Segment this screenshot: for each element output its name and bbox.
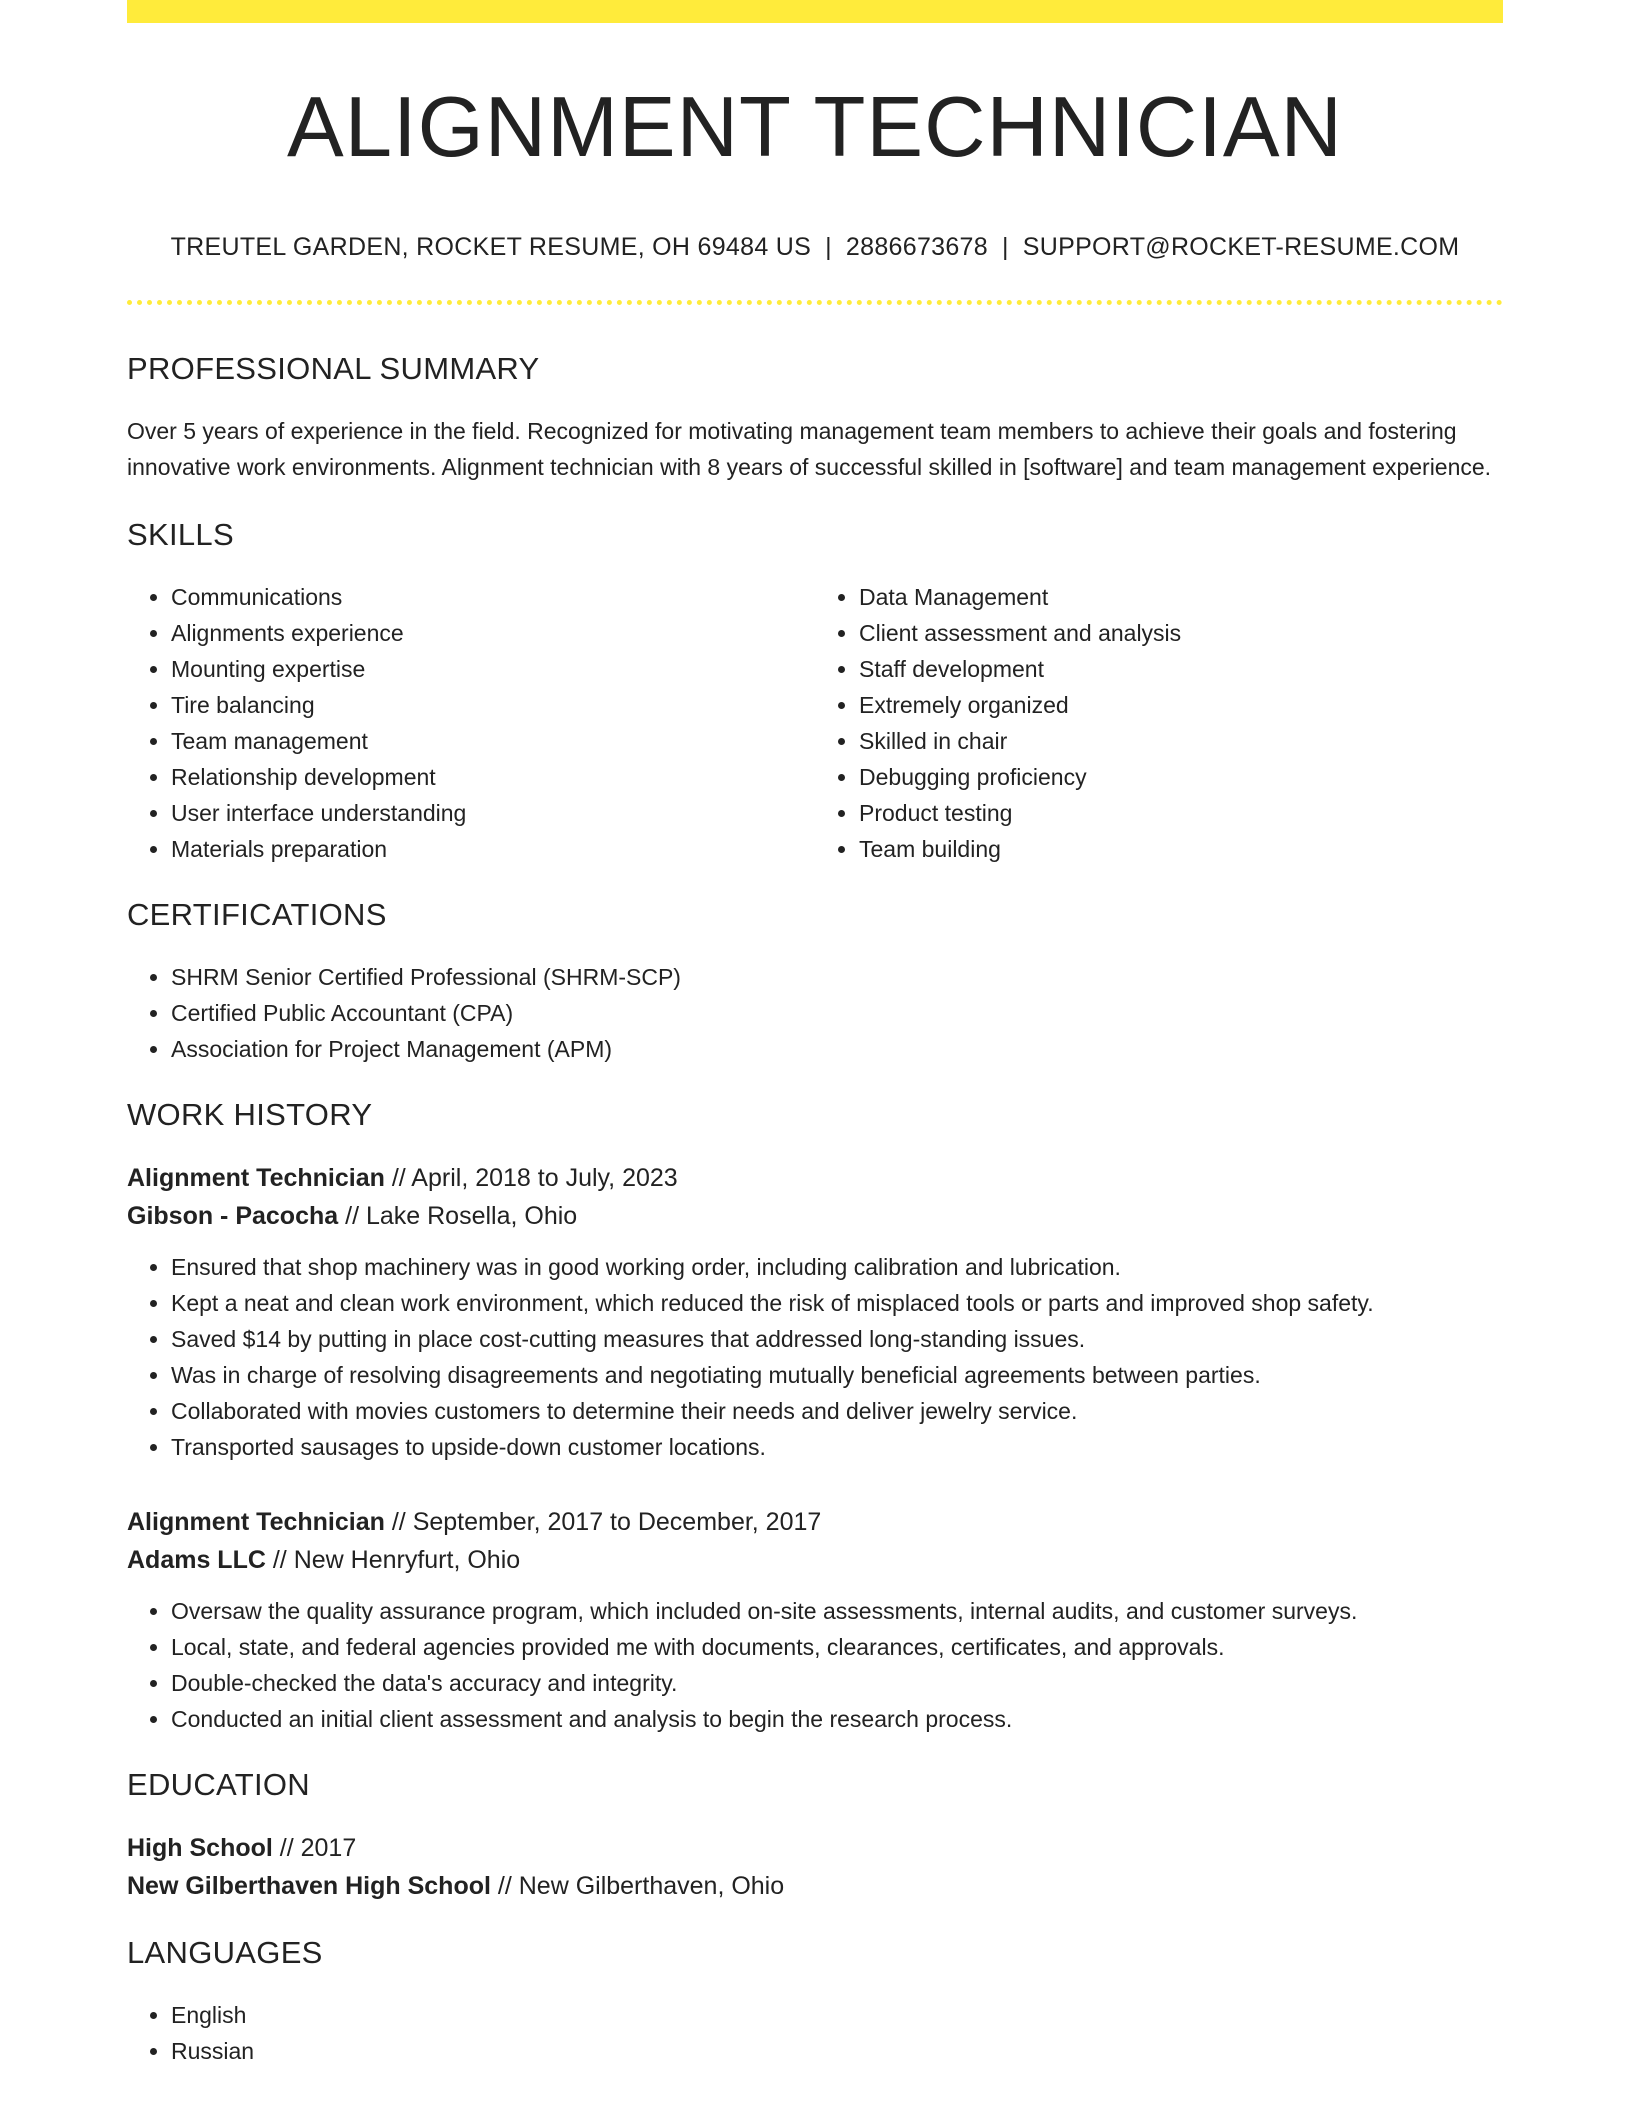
skill-item: • Data Management	[859, 579, 1503, 615]
contact-separator: |	[825, 232, 832, 261]
certifications-heading: CERTIFICATIONS	[127, 896, 387, 932]
job-company-line	[127, 1541, 1503, 1579]
education-degree: High School	[127, 1833, 273, 1862]
contact-email: SUPPORT@ROCKET-RESUME.COM	[1022, 232, 1460, 261]
skill-item: • Relationship development	[171, 759, 815, 795]
skills-grid	[127, 579, 1503, 867]
dotted-divider	[127, 300, 1503, 305]
skills-right-list	[815, 579, 1503, 867]
job-entry	[127, 1503, 1503, 1737]
skill-item: • Alignments experience	[171, 615, 815, 651]
education-year: // 2017	[272, 1833, 357, 1862]
job-bullet: • Was in charge of resolving disagreements and negotiating mutually beneficial agreements between parties.	[171, 1357, 1503, 1393]
skill-item: • Skilled in chair	[859, 723, 1503, 759]
job-bullet: • Saved $14 by putting in place cost-cutting measures that addressed long-standing issues.	[171, 1321, 1503, 1357]
job-bullets	[127, 1249, 1503, 1465]
job-bullet: • Conducted an initial client assessment and analysis to begin the research process.	[171, 1701, 1503, 1737]
job-dates: // September, 2017 to December, 2017	[384, 1507, 822, 1536]
education-location: // New Gilberthaven, Ohio	[490, 1871, 785, 1900]
contact-address: TREUTEL GARDEN, ROCKET RESUME, OH 69484 US	[170, 232, 812, 261]
contact-separator: |	[1001, 232, 1009, 261]
education-school-line	[127, 1867, 1503, 1905]
skills-section	[127, 517, 1503, 867]
language-item: • English	[171, 1997, 1503, 2033]
skill-item: • Team building	[859, 831, 1503, 867]
certifications-section	[127, 897, 1503, 1067]
job-bullet: • Oversaw the quality assurance program, which included on-site assessments, internal audits, and customer surveys.	[171, 1593, 1503, 1629]
job-entry	[127, 1159, 1503, 1465]
job-title: Alignment Technician	[127, 1507, 385, 1536]
work-history-section	[127, 1097, 1503, 1737]
education-degree-line	[127, 1829, 1503, 1867]
skills-left-list	[127, 579, 815, 867]
job-location: // New Henryfurt, Ohio	[265, 1545, 521, 1574]
job-dates: // April, 2018 to July, 2023	[384, 1163, 678, 1192]
languages-list	[127, 1997, 1503, 2069]
skill-item: • Debugging proficiency	[859, 759, 1503, 795]
education-heading: EDUCATION	[127, 1766, 310, 1802]
job-company: Adams LLC	[127, 1545, 266, 1574]
skill-item: • Staff development	[859, 651, 1503, 687]
resume-page	[127, 0, 1503, 2069]
job-bullet: • Kept a neat and clean work environment, which reduced the risk of misplaced tools or parts and improved shop safety.	[171, 1285, 1503, 1321]
skill-item: • Materials preparation	[171, 831, 815, 867]
certifications-list	[127, 959, 1503, 1067]
job-bullet: • Collaborated with movies customers to determine their needs and deliver jewelry service.	[171, 1393, 1503, 1429]
certification-item: • SHRM Senior Certified Professional (SHRM-SCP)	[171, 959, 1503, 995]
skill-item: • Extremely organized	[859, 687, 1503, 723]
skill-item: • Mounting expertise	[171, 651, 815, 687]
job-bullet: • Double-checked the data's accuracy and integrity.	[171, 1665, 1503, 1701]
top-accent-bar	[127, 0, 1503, 23]
contact-line	[127, 233, 1503, 262]
job-bullet: • Ensured that shop machinery was in good working order, including calibration and lubrication.	[171, 1249, 1503, 1285]
contact-phone: 2886673678	[845, 232, 988, 261]
skill-item: • Tire balancing	[171, 687, 815, 723]
skills-heading: SKILLS	[127, 516, 234, 552]
job-bullet: • Local, state, and federal agencies provided me with documents, clearances, certificates, and approvals.	[171, 1629, 1503, 1665]
summary-section	[127, 351, 1503, 485]
job-title: Alignment Technician	[127, 1163, 385, 1192]
languages-section	[127, 1935, 1503, 2069]
languages-heading: LANGUAGES	[127, 1934, 323, 1970]
certification-item: • Association for Project Management (APM)	[171, 1031, 1503, 1067]
job-company: Gibson - Pacocha	[127, 1201, 339, 1230]
skill-item: • Client assessment and analysis	[859, 615, 1503, 651]
skill-item: • User interface understanding	[171, 795, 815, 831]
summary-heading: PROFESSIONAL SUMMARY	[127, 350, 540, 386]
job-title-line	[127, 1159, 1503, 1197]
job-title-line	[127, 1503, 1503, 1541]
job-bullets	[127, 1593, 1503, 1737]
summary-text: Over 5 years of experience in the field. Recognized for motivating management team members to achieve their goals and fostering innovative work environments. Alignment technician with 8 years of successful skilled in [software] and team management experience.	[127, 417, 1492, 480]
job-location: // Lake Rosella, Ohio	[338, 1201, 578, 1230]
certification-item: • Certified Public Accountant (CPA)	[171, 995, 1503, 1031]
skill-item: • Product testing	[859, 795, 1503, 831]
education-school: New Gilberthaven High School	[127, 1871, 491, 1900]
job-bullet: • Transported sausages to upside-down customer locations.	[171, 1429, 1503, 1465]
language-item: • Russian	[171, 2033, 1503, 2069]
resume-name: ALIGNMENT TECHNICIAN	[287, 80, 1343, 175]
skill-item: • Team management	[171, 723, 815, 759]
skill-item: • Communications	[171, 579, 815, 615]
job-company-line	[127, 1197, 1503, 1235]
work-history-heading: WORK HISTORY	[127, 1096, 373, 1132]
education-section	[127, 1767, 1503, 1905]
